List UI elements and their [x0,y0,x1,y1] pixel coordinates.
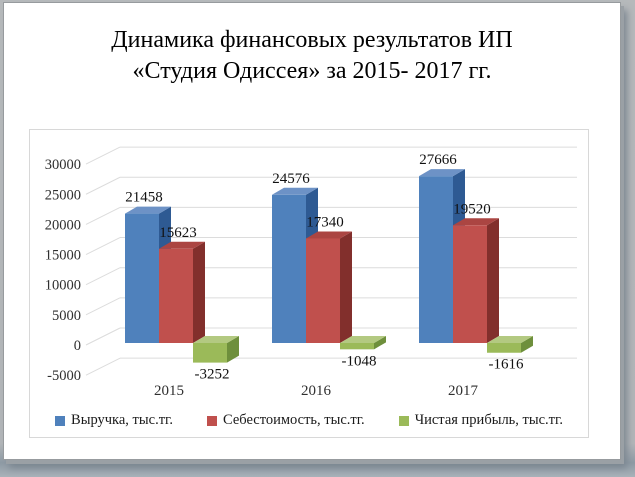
chart-area [29,129,589,438]
bar-front-face [159,249,193,343]
legend-swatch-icon [207,416,217,426]
bar-front-face [306,238,340,343]
bar-data-label: 19520 [453,201,491,218]
y-axis-tick-label: 30000 [44,157,81,174]
x-axis-category-label: 2016 [301,383,331,399]
page-title-line1: Динамика финансовых результатов ИП [111,27,513,53]
bar-data-label: 15623 [159,224,197,241]
page-title [4,25,620,87]
legend-label: Выручка, тыс.тг. [71,412,173,428]
gridline-diagonal [86,147,120,164]
legend-swatch-icon [55,416,65,426]
y-axis-tick-label: 0 [73,338,81,354]
chart-legend [30,412,588,429]
gridline-diagonal [86,207,120,224]
bar-data-label: -1616 [488,356,524,373]
bar-front-face [125,214,159,343]
bar-data-label: 24576 [272,170,310,187]
y-axis-tick-label: 20000 [44,217,81,234]
x-axis-category-label: 2017 [448,383,478,399]
y-axis-tick-label: -5000 [47,368,81,385]
legend-item [399,412,563,429]
gridline-diagonal [86,298,120,315]
legend-label: Чистая прибыль, тыс.тг. [414,412,563,428]
page-title-line2: «Студия Одиссея» за 2015- 2017 гг. [132,58,492,84]
bar-data-label: 21458 [125,189,163,206]
y-axis-tick-label: 10000 [44,277,81,294]
bar-side-face [340,231,352,343]
x-axis-category-label: 2015 [154,383,184,399]
y-axis-tick-label: 25000 [44,187,81,204]
bar-front-face [272,195,306,343]
bar-front-face [193,343,227,363]
bar-data-label: 17340 [306,214,344,231]
bar-front-face [487,343,521,353]
bar-data-label: -3252 [194,366,230,383]
gridline-diagonal [86,358,120,375]
gridline-diagonal [86,177,120,194]
legend-item [55,412,173,429]
bar-chart-canvas [30,130,588,437]
bar-side-face [487,218,499,343]
bar-data-label: -1048 [341,353,377,370]
gridline-diagonal [86,328,120,345]
bar-front-face [340,343,374,349]
bar-front-face [419,176,453,343]
legend-swatch-icon [399,416,409,426]
bar-side-face [193,242,205,343]
legend-label: Себестоимость, тыс.тг. [222,412,365,428]
legend-item [207,412,365,429]
gridline-diagonal [86,238,120,255]
bar-front-face [453,225,487,343]
y-axis-tick-label: 5000 [52,307,81,324]
y-axis-tick-label: 15000 [44,247,81,264]
gridline-diagonal [86,268,120,285]
slide [3,2,621,460]
bar-data-label: 27666 [419,152,457,169]
